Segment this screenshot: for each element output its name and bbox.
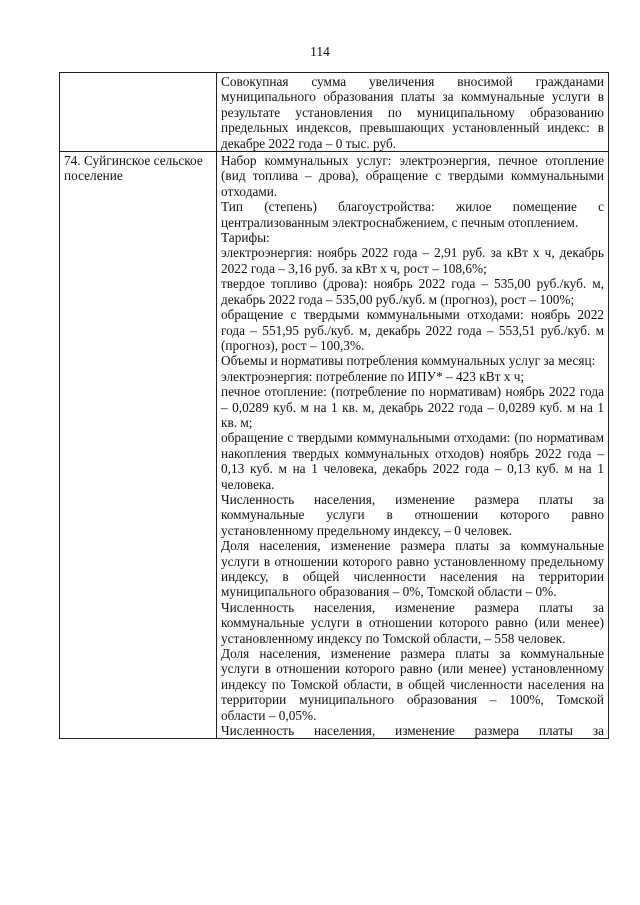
municipality-cell bbox=[60, 73, 217, 152]
municipality-cell: 74. Суйгинское сельское поселение bbox=[60, 152, 217, 739]
paragraph: электроэнергия: ноябрь 2022 года – 2,91 руб. за кВт х ч, декабрь 2022 года – 3,16 руб. за кВт х ч, рост – 108,6%; bbox=[221, 245, 604, 276]
page-number: 114 bbox=[310, 44, 330, 59]
paragraph: обращение с твердыми коммунальными отходами: ноябрь 2022 года – 551,95 руб./куб. м, декабрь 2022 года – 553,51 руб./куб. м (прогноз), рост – 100,3%. bbox=[221, 307, 604, 353]
paragraph: обращение с твердыми коммунальными отходами: (по нормативам накопления твердых коммунальных отходов) ноябрь 2022 года – 0,13 куб. м на 1 человека, декабрь 2022 года – 0,13 куб. м на 1 человека. bbox=[221, 430, 604, 492]
paragraph: Доля населения, изменение размера платы за коммунальные услуги в отношении которого равно (или менее) установленному индексу по Томской области, в общей численности населения на территории муниципального образования – 100%, Томской области – 0,05%. bbox=[221, 646, 604, 723]
paragraph: Набор коммунальных услуг: электроэнергия, печное отопление (вид топлива – дрова), обращение с твердыми коммунальными отходами. bbox=[221, 153, 604, 199]
table-row bbox=[60, 152, 609, 739]
paragraph: Численность населения, изменение размера платы за коммунальные услуги в отношении которого равно установленному предельному индексу, – 0 человек. bbox=[221, 491, 604, 538]
municipal-table bbox=[59, 72, 609, 739]
table-row bbox=[60, 73, 609, 152]
details-cell bbox=[217, 152, 609, 739]
details-cell bbox=[217, 73, 609, 152]
paragraph: Тип (степень) благоустройства: жилое помещение с централизованным электроснабжением, с печным отоплением. bbox=[221, 199, 604, 230]
paragraph: Объемы и нормативы потребления коммунальных услуг за месяц: bbox=[221, 353, 596, 369]
paragraph: твердое топливо (дрова): ноябрь 2022 года – 535,00 руб./куб. м, декабрь 2022 года – 535,00 руб./куб. м (прогноз), рост – 100%; bbox=[221, 276, 604, 307]
paragraph: Совокупная сумма увеличения вносимой гражданами муниципального образования платы за коммунальные услуги в результате установления по муниципальному образованию предельных индексов, превышающих установленный индекс: в декабре 2022 года – 0 тыс. руб. bbox=[221, 74, 604, 151]
paragraph: печное отопление: (потребление по нормативам) ноябрь 2022 года – 0,0289 куб. м на 1 кв. м, декабрь 2022 года – 0,0289 куб. м на 1 кв. м; bbox=[221, 384, 604, 430]
paragraph: Численность населения, изменение размера платы за bbox=[221, 723, 604, 739]
paragraph: электроэнергия: потребление по ИПУ* – 423 кВт х ч; bbox=[221, 368, 525, 384]
paragraph: Тарифы: bbox=[221, 230, 270, 246]
paragraph: Доля населения, изменение размера платы за коммунальные услуги в отношении которого равно установленному предельному индексу, в общей численности населения на территории муниципального образования – 0%, Томской области – 0%. bbox=[221, 538, 604, 600]
paragraph: Численность населения, изменение размера платы за коммунальные услуги в отношении которого равно (или менее) установленному индексу по Томской области, – 558 человек. bbox=[221, 599, 604, 646]
